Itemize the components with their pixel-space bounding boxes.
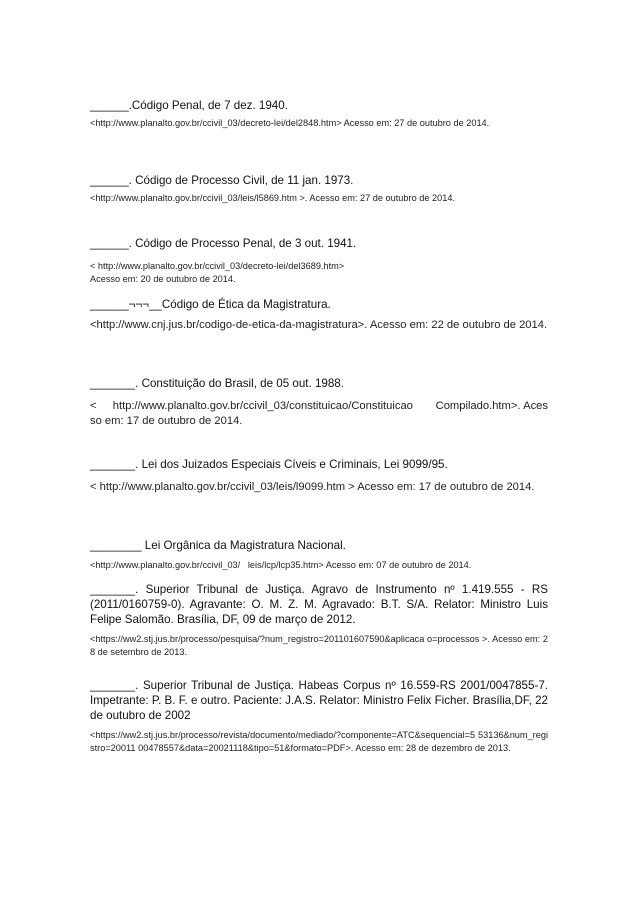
reference-title: _______. Lei dos Juizados Especiais Cíveis e Criminais, Lei 9099/95. [90, 458, 448, 471]
reference-stj-habeas-corpus [90, 678, 548, 755]
reference-constituicao [90, 376, 548, 429]
reference-title: _______. Constituição do Brasil, de 05 out. 1988. [90, 377, 344, 390]
reference-title: ______. Código de Processo Penal, de 3 out. 1941. [90, 237, 357, 250]
reference-title: ______. Código de Processo Civil, de 11 jan. 1973. [90, 174, 354, 187]
reference-link: < http://www.planalto.gov.br/ccivil_03/leis/l9099.htm > Acesso em: 17 de outubro de 2014. [90, 481, 535, 493]
reference-title: _______. Superior Tribunal de Justiça. Habeas Corpus nº 16.559-RS 2001/0047855-7. Impetrante: P. B. F. e outro. Paciente: J.A.S. Relator: Ministro Felix Ficher. Brasília,DF, 22 de outubro de 2002 [90, 679, 548, 722]
reference-codigo-penal [90, 98, 548, 130]
reference-link: <http://www.planalto.gov.br/ccivil_03/leis/l5869.htm >. Acesso em: 27 de outubro de 2014. [90, 193, 455, 203]
reference-link: <https://ww2.stj.jus.br/processo/pesquisa/?num_registro=201101607590&aplicaca o=processos >. Acesso em: 28 de setembro de 2013. [90, 634, 548, 657]
reference-access-date: Acesso em: 20 de outubro de 2014. [90, 274, 236, 284]
reference-codigo-processo-penal [90, 236, 548, 286]
reference-link: <http://www.planalto.gov.br/ccivil_03/decreto-lei/del2848.htm> Acesso em: 27 de outubro de 2014. [90, 118, 490, 128]
reference-codigo-etica [90, 297, 548, 333]
reference-lei-organica [90, 538, 548, 572]
reference-link: < http://www.planalto.gov.br/ccivil_03/constituicao/Constituicao Compilado.htm>. Acesso em: 17 de outubro de 2014. [90, 400, 548, 427]
reference-codigo-processo-civil [90, 173, 548, 205]
reference-stj-agravo [90, 582, 548, 659]
reference-title: ________ Lei Orgânica da Magistratura Nacional. [90, 539, 346, 552]
reference-title: _______. Superior Tribunal de Justiça. Agravo de Instrumento nº 1.419.555 - RS (2011/0160759-0). Agravante: O. M. Z. M. Agravado: B.T. S/A. Relator: Ministro Luis Felipe Salomão. Brasília, DF, 09 de março de 2012. [90, 583, 548, 626]
reference-link: <http://www.planalto.gov.br/ccivil_03/ leis/lcp/lcp35.htm> Acesso em: 07 de outubro de 2014. [90, 560, 472, 570]
reference-lei-juizados [90, 457, 548, 495]
reference-link: <http://www.cnj.jus.br/codigo-de-etica-da-magistratura>. Acesso em: 22 de outubro de 2014. [90, 319, 548, 331]
reference-link: <https://ww2.stj.jus.br/processo/revista/documento/mediado/?componente=ATC&sequencial=5 53136&num_registro=20011 00478557&data=20021118&tipo=51&formato=PDF>. Acesso em: 28 de dezembro de 2013. [90, 730, 548, 753]
reference-title: ______.Código Penal, de 7 dez. 1940. [90, 99, 288, 112]
reference-title: ______¬¬¬__Código de Ética da Magistratura. [90, 298, 331, 311]
reference-link: < http://www.planalto.gov.br/ccivil_03/decreto-lei/del3689.htm> [90, 261, 345, 271]
